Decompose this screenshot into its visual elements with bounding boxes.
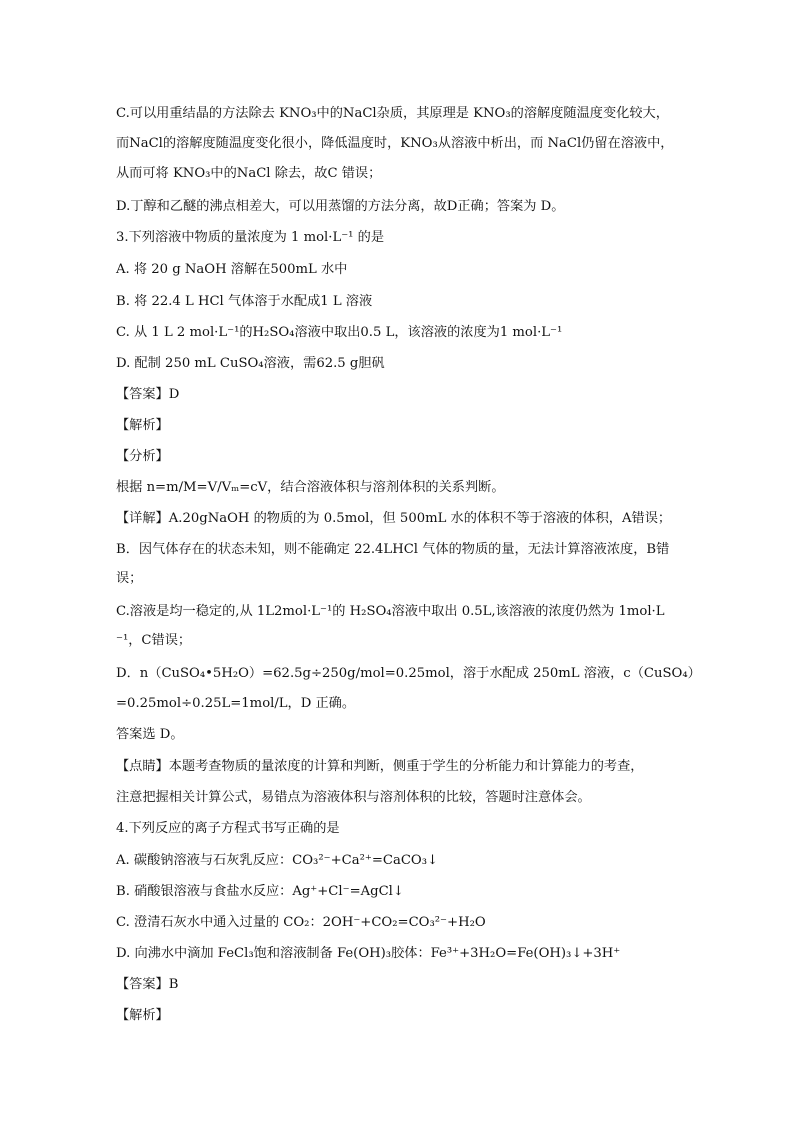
text-line: =0.25mol÷0.25L=1mol/L，D 正确。	[116, 696, 356, 711]
option-a: A. 碳酸钠溶液与石灰乳反应：CO₃²⁻+Ca²⁺=CaCO₃↓	[116, 853, 439, 868]
text-line: 误；	[116, 571, 143, 586]
analysis-label: 【解析】	[116, 1008, 169, 1023]
tip-line: 【点睛】本题考查物质的量浓度的计算和判断，侧重于学生的分析能力和计算能力的考查，	[116, 759, 644, 774]
question-title: 4.下列反应的离子方程式书写正确的是	[116, 821, 340, 836]
question-title: 3.下列溶液中物质的量浓度为 1 mol·L⁻¹ 的是	[116, 230, 385, 245]
option-b: B. 将 22.4 L HCl 气体溶于水配成1 L 溶液	[116, 294, 373, 309]
text-line: D.丁醇和乙醚的沸点相差大，可以用蒸馏的方法分离，故D正确；答案为 D。	[116, 199, 565, 214]
text-line: C.溶液是均一稳定的,从 1L2mol·L⁻¹的 H₂SO₄溶液中取出 0.5L,该溶液的浓度仍然为 1mol·L	[116, 604, 665, 619]
option-a: A. 将 20 g NaOH 溶解在500mL 水中	[116, 262, 348, 277]
analysis-label: 【解析】	[116, 418, 169, 433]
text-line: D．n（CuSO₄•5H₂O）=62.5g÷250g/mol=0.25mol，溶于水配成 250mL 溶液，c（CuSO₄）	[116, 666, 701, 681]
option-d: D. 配制 250 mL CuSO₄溶液，需62.5 g胆矾	[116, 356, 385, 371]
analysis-heading: 【分析】	[116, 449, 169, 464]
text-line: ⁻¹，C错误；	[116, 633, 192, 648]
text-line: 根据 n=m/M=V/Vₘ=cV，结合溶液体积与溶剂体积的关系判断。	[116, 480, 505, 495]
text-line: 从而可将 KNO₃中的NaCl 除去，故C 错误；	[116, 166, 382, 181]
text-line: B．因气体存在的状态未知，则不能确定 22.4LHCl 气体的物质的量，无法计算溶液浓度，B错	[116, 542, 670, 557]
text-line: 答案选 D。	[116, 727, 184, 742]
answer-label: 【答案】D	[116, 387, 180, 402]
option-b: B. 硝酸银溶液与食盐水反应：Ag⁺+Cl⁻=AgCl↓	[116, 884, 404, 899]
detail-line: 【详解】A.20gNaOH 的物质的为 0.5mol，但 500mL 水的体积不等于溶液的体积，A错误；	[116, 511, 672, 526]
option-c: C. 澄清石灰水中通入过量的 CO₂：2OH⁻+CO₂=CO₃²⁻+H₂O	[116, 915, 486, 930]
answer-label: 【答案】B	[116, 977, 179, 992]
option-c: C. 从 1 L 2 mol·L⁻¹的H₂SO₄溶液中取出0.5 L，该溶液的浓度为1 mol·L⁻¹	[116, 325, 563, 340]
text-line: 而NaCl的溶解度随温度变化很小，降低温度时，KNO₃从溶液中析出，而 NaCl仍留在溶液中，	[116, 136, 674, 151]
text-line: C.可以用重结晶的方法除去 KNO₃中的NaCl杂质，其原理是 KNO₃的溶解度随温度变化较大，	[116, 106, 669, 121]
option-d: D. 向沸水中滴加 FeCl₃饱和溶液制备 Fe(OH)₃胶体：Fe³⁺+3H₂O=Fe(OH)₃↓+3H⁺	[116, 946, 621, 961]
text-line: 注意把握相关计算公式，易错点为溶液体积与溶剂体积的比较，答题时注意体会。	[116, 790, 591, 805]
